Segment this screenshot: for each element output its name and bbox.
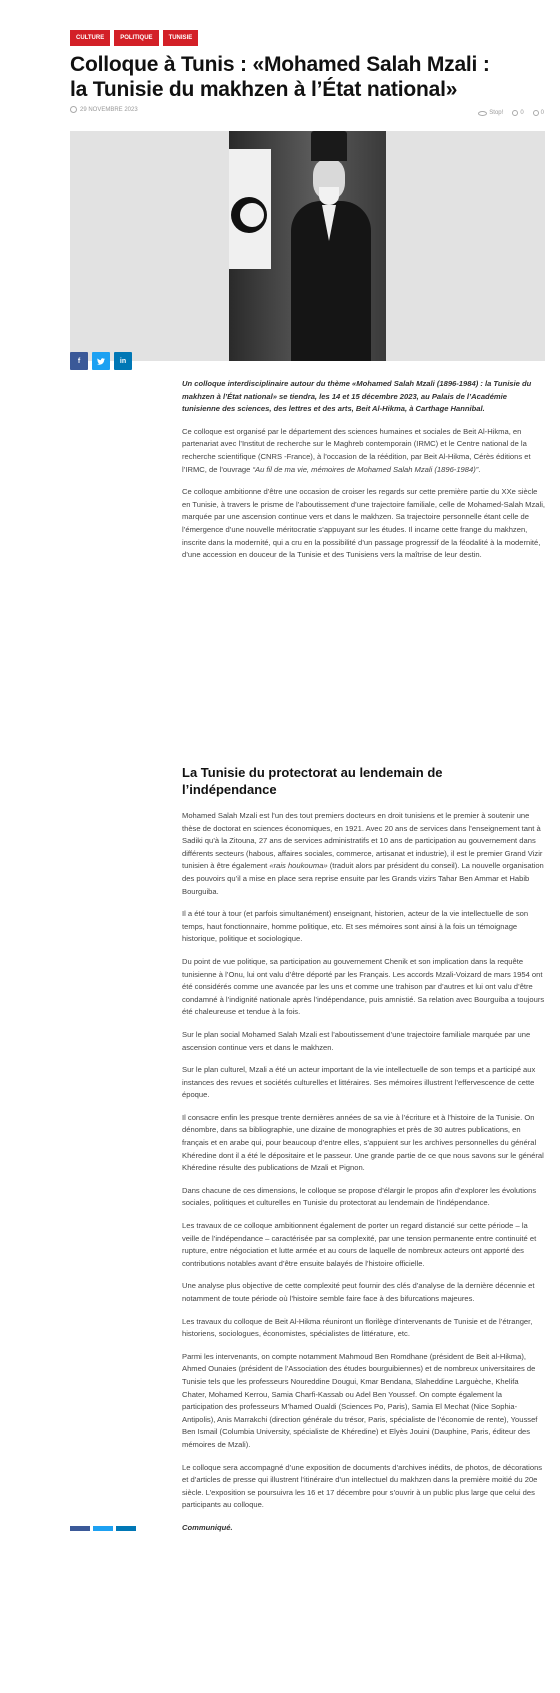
category-tags [70, 30, 198, 46]
comments-counter[interactable] [512, 110, 523, 116]
views-counter [478, 110, 503, 116]
category-tag-politique[interactable]: POLITIQUE [114, 30, 158, 46]
tunisian-flag [229, 149, 271, 269]
body-paragraph-3: Du point de vue politique, sa participation au gouvernement Chenik et son implication dans la requête tunisienne à l’Onu, lui ont valu d’être déporté par les Français. Les accords Mzali-Voizard de mars 1954 ont été considérés comme une avancée par les uns et comme une trahison par d’autres et lui ont valu d’être condamné à l’indignité nationale après l’indépendance, puis amnistié. Sa relation avec Bourguiba a toujours été chaleureuse et tendue à la fois. [182, 956, 545, 1017]
linkedin-share-button[interactable]: in [114, 352, 132, 370]
body-paragraph-6: Il consacre enfin les presque trente dernières années de sa vie à l’écriture et à l’histoire de la Tunisie. On dénombre, dans sa bibliographie, une dizaine de monographies et près de 30 autres publications, en français et en arabe qui, pour beaucoup d’entre elles, s’appuient sur les archives personnelles du général Khéredine dont il a été le dépositaire et le passeur. Une grande partie de ce que nous savons sur le général Khéredine résulte des publications de Mzali et Pignon. [182, 1112, 544, 1173]
share-buttons-top [70, 352, 132, 370]
likes-counter[interactable] [533, 110, 544, 116]
twitter-icon [97, 358, 105, 365]
likes-count: 0 [540, 110, 544, 116]
category-tag-culture[interactable]: CULTURE [70, 30, 110, 46]
featured-image [70, 131, 545, 361]
book-title: “Au fil de ma vie, mémoires de Mohamed Salah Mzali (1896-1984)” [252, 464, 479, 474]
article-meta [478, 110, 544, 116]
body-paragraph-8: Les travaux de ce colloque ambitionnent également de porter un regard distancié sur cette période – la veille de l’indépendance – caractérisée par sa complexité, par une tension permanente entre continuité et rupture, entre négociation et lutte armée et au cours de laquelle de nombreux acteurs ont apporté des contributions notables avant d’être ensuite balayés de l’histoire officielle. [182, 1221, 537, 1268]
comments-count: 0 [520, 110, 524, 116]
body-paragraph-5: Sur le plan culturel, Mzali a été un acteur important de la vie intellectuelle de son temps et a participé aux instances des revues et sociétés culturelles et littéraires. Ses mémoires illustrent l’effervescence de cette époque. [182, 1065, 536, 1100]
article-signature: Communiqué. [182, 1522, 233, 1532]
body-paragraph-1 [182, 810, 545, 898]
body-paragraph-12: Le colloque sera accompagné d’une exposition de documents d’archives inédits, de photos, de décorations et d’articles de presse qui illustrent l’itinéraire d’un intellectuel du makhzen dans la première moitié du 20e siècle. L’exposition se poursuivra les 16 et 17 décembre pour s’ouvrir à un public plus large que celui des participants au colloque. [182, 1462, 543, 1510]
article-body [182, 810, 545, 1545]
body-p1-text: Mohamed Salah Mzali est l’un des tout premiers docteurs en droit tunisiens et le premier à soutenir une thèse de doctorat en sciences économiques, en 1921. Avec 20 ans de services dans l’enseignement tant à Sadiki qu’à la Zitouna, 27 ans de services administratifs et 10 ans de participation au gouvernement dans différents secteurs (habous, affaires sociales, commerce, artisanat et industrie), il est le premier Grand Vizir tunisien à être également [182, 811, 543, 871]
category-tag-tunisie[interactable]: TUNISIE [163, 30, 199, 46]
article-date-text: 29 NOVEMBRE 2023 [80, 106, 138, 113]
intro-paragraph-2: Ce colloque ambitionne d’être une occasion de croiser les regards sur cette première partie du XXe siècle en Tunisie, à travers le prisme de l’aboutissement d’une trajectoire familiale, celle de Mohamed-Salah Mzali, marquée par une ascension continue vers et dans le makhzen. Sa trajectoire personnelle étant celle de l’émergence d’une nouvelle méritocratie s’appuyant sur les études. Il incarne cette frange du makhzen, inscrite dans la modernité, qui a cru en la possibilité d’un passage progressif de la féodalité à la modernité, d’une accession en douceur de la Tunisie et des Tunisiens vers la maîtrise de leur destin. [182, 487, 545, 560]
views-text: Stop! [489, 110, 504, 116]
heart-icon [533, 110, 539, 116]
body-p1-end: (traduit alors par président du conseil). La nouvelle organisation des pouvoirs qu’il a mise en place sera reprise ensuite par les Grands vizirs Tahar Ben Ammar et Habib Bourguiba. [182, 861, 544, 896]
body-paragraph-9: Une analyse plus objective de cette complexité peut fournir des clés d’analyse de la dernière décennie et notamment de toute période où l’histoire semble faire face à des bifurcations majeures. [182, 1281, 535, 1303]
article-title: Colloque à Tunis : «Mohamed Salah Mzali : la Tunisie du makhzen à l’État national» [70, 53, 490, 101]
intro-paragraph-1 [182, 426, 545, 476]
body-paragraph-10: Les travaux du colloque de Beit Al-Hikma réuniront un florilège d’intervenants de Tunisie et de l’étranger, historiens, sociologues, économistes, spécialistes de littérature, etc. [182, 1316, 533, 1339]
linkedin-share-bar[interactable] [116, 1526, 136, 1531]
article-lead: Un colloque interdisciplinaire autour du thème «Mohamed Salah Mzali (1896-1984) : la Tunisie du makhzen à l’État national» se tiendra, les 14 et 15 décembre 2023, au Palais de l’Académie tunisienne des sciences, des lettres et des arts, Beit Al-Hikma, à Carthage Hannibal. [182, 379, 532, 414]
section-heading: La Tunisie du protectorat au lendemain de l’indépendance [182, 765, 443, 797]
twitter-share-bar[interactable] [93, 1526, 113, 1531]
eye-icon [478, 111, 487, 116]
body-paragraph-7: Dans chacune de ces dimensions, le colloque se propose d’élargir le propos afin d’explorer les évolutions sociales, politiques et culturelles en Tunisie du protectorat au lendemain de l’indépendance. [182, 1185, 537, 1208]
portrait-photo [229, 131, 386, 361]
facebook-share-button[interactable]: f [70, 352, 88, 370]
intro-p1-end: . [478, 464, 481, 474]
twitter-share-button[interactable] [92, 352, 110, 370]
body-paragraph-11: Parmi les intervenants, on compte notamment Mahmoud Ben Romdhane (président de Beit al-Hikma), Ahmed Ounaies (président de l’Association des études bourguibiennes) et de nombreux universitaires de Tunisie tels que les professeurs Noureddine Dougui, Kmar Bendana, Slaheddine Larguèche, Khelifa Chater, Mohamed Kerrou, Samia Charfi-Kassab ou Adel Ben Youssef. On compte également la participation des professeurs M’hamed Oualdi (Sciences Po, Paris), Samia El Mechat (Nice Sophia-Antipolis), Anis Marrakchi (direction générale du trésor, Paris, spécialiste de l’économie de rente), Youssef Ben Ismail (Columbia University, spécialiste de Khéredine) et Elyès Jouini (Dauphine, Paris, éditeur des mémoires de Mzali). [182, 1351, 538, 1449]
body-paragraph-2: Il a été tour à tour (et parfois simultanément) enseignant, historien, acteur de la vie intellectuelle de son temps, haut fonctionnaire, homme politique, etc. Et ses mémoires sont ainsi à la fois un témoignage historique, politique et sociologique. [182, 909, 529, 944]
body-paragraph-4: Sur le plan social Mohamed Salah Mzali est l’aboutissement d’une trajectoire familiale marquée par une ascension continue vers et dans le makhzen. [182, 1029, 531, 1052]
share-buttons-bottom [70, 1526, 136, 1531]
facebook-share-bar[interactable] [70, 1526, 90, 1531]
comment-icon [512, 110, 518, 116]
rais-houkouma-term: «rais houkouma» [269, 861, 328, 871]
intro-p1-text: Ce colloque est organisé par le département des sciences humaines et sociales de Beit Al-Hikma, en partenariat avec l’Institut de recherche sur le Maghreb contemporain (IRMC) et le Centre national de la recherche scientifique (CNRS -France), à l’occasion de la réédition, par Beit Al-Hikma, Cérès éditions et l’IRMC, de l’ouvrage [182, 426, 531, 474]
clock-icon [70, 106, 77, 113]
article-date [70, 106, 138, 113]
article-intro [182, 378, 545, 572]
